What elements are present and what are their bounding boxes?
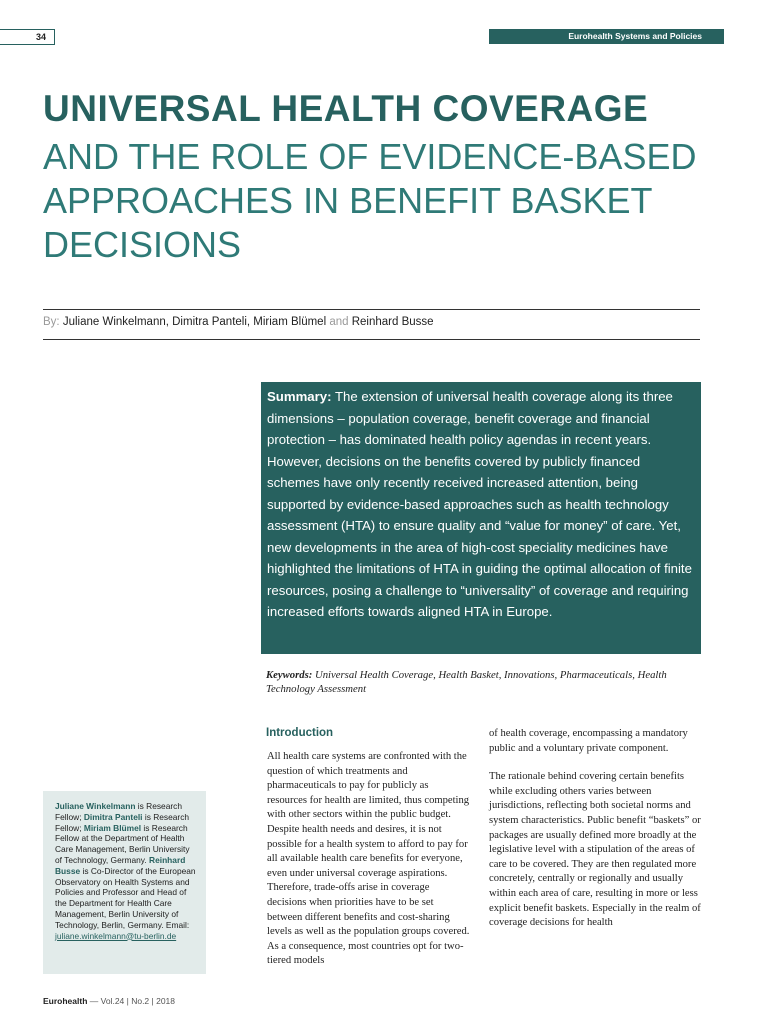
summary-label: Summary: — [267, 389, 332, 404]
byline-rule-top — [43, 309, 700, 310]
keywords — [266, 668, 706, 696]
keywords-label: Keywords: — [266, 669, 313, 681]
byline-and: and — [329, 316, 349, 328]
byline-prefix: By: — [43, 316, 60, 328]
body-paragraph: of health coverage, encompassing a mandatory public and a voluntary private component. — [489, 728, 688, 754]
article-title: UNIVERSAL HEALTH COVERAGE — [43, 88, 649, 129]
bio-author-name: Miriam Blümel — [83, 822, 142, 833]
article-subtitle-line-1: AND THE ROLE OF EVIDENCE-BASED — [43, 136, 697, 177]
bio-text: is Research Fellow; — [55, 801, 182, 822]
body-paragraph: The rationale behind covering certain benefits while excluding others varies between jurisdictions, reflecting both societal norms and system characteristics. Public benefit “baskets” or packages are usually defined more broadly at the legislative level with a stipulation of the areas of care to be covered. They are then regulated more concretely, centrally or regionally and usually within each area of care, resulting in more or less explicit benefit baskets. Especially in the realm of coverage decisions for health — [489, 771, 701, 929]
byline-authors: Juliane Winkelmann, Dimitra Panteli, Miriam Blümel — [62, 316, 327, 328]
byline-last-author: Reinhard Busse — [351, 316, 434, 328]
summary-box — [261, 382, 701, 654]
body-column-right — [489, 727, 703, 945]
article-subtitle-line-3: DECISIONS — [43, 224, 242, 265]
bio-author-name: Dimitra Panteli — [83, 811, 143, 822]
bio-text: is Research Fellow; — [55, 811, 190, 833]
keywords-text: Universal Health Coverage, Health Basket, Innovations, Pharmaceuticals, Health Technology Assessment — [266, 669, 667, 695]
body-paragraph: All health care systems are confronted with the question of which treatments and pharmaceuticals to pay for publicly as resources for health are limited, thus competing with other sectors within the public budget. Despite health needs and desires, it is not possible for a health system to afford to pay for all available health care benefits for everyone, even under universal coverage aspirations. Therefore, trade-offs arise in coverage decisions when priorities have to be set between different benefits and cost-sharing levels as well as the population groups covered. As a consequence, most countries opt for two-tiered models — [267, 751, 470, 967]
bio-author-name: Juliane Winkelmann — [55, 801, 136, 811]
body-column-left — [267, 750, 471, 983]
footer-issue-info: — Vol.24 | No.2 | 2018 — [89, 996, 176, 1006]
bio-author-name: Reinhard Busse — [55, 854, 186, 876]
page-number: 34 — [0, 29, 55, 45]
article-subtitle-line-2: APPROACHES IN BENEFIT BASKET — [43, 180, 653, 221]
section-label: Eurohealth Systems and Policies — [489, 29, 724, 44]
author-email-link[interactable]: juliane.winkelmann@tu-berlin.de — [55, 930, 177, 941]
bio-text: is Research Fellow at the Department of Health Care Management, Berlin University of Technology, Germany. — [55, 822, 190, 865]
introduction-heading: Introduction — [266, 727, 334, 739]
footer-brand: Eurohealth — [43, 996, 88, 1006]
byline — [43, 316, 434, 328]
summary-text: The extension of universal health coverage along its three dimensions – population coverage, benefit coverage and financial protection – has dominated health policy agendas in recent years. However, decisions on the benefits covered by publicly financed schemes have only recently received increased attention, being supported by evidence-based approaches such as health technology assessment (HTA) to ensure quality and “value for money” of care. Yet, new developments in the area of high-cost speciality medicines have highlighted the limitations of HTA in guiding the optimal allocation of finite resources, posing a challenge to “universality” of coverage and requiring increased efforts towards aligned HTA in Europe. — [267, 389, 692, 619]
author-bio-box — [43, 791, 206, 974]
bio-text: is Co-Director of the European Observatory on Health Systems and Policies and Professor and Head of the Department for Health Care Management, Berlin University of Technology, Berlin, Germany. Email: — [55, 865, 196, 930]
byline-rule-bottom — [43, 339, 700, 340]
page-footer — [43, 996, 175, 1006]
